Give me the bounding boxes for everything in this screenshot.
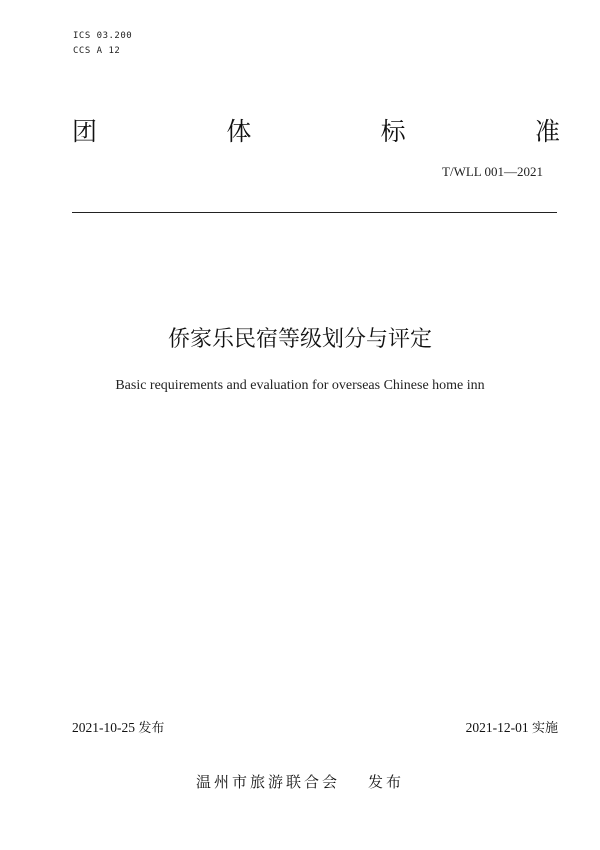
ccs-code: CCS A 12 <box>73 46 121 56</box>
implementation-label: 实施 <box>531 721 558 736</box>
issue-date: 2021-10-25 <box>72 720 135 735</box>
standard-type-heading <box>72 113 560 147</box>
issue-label: 发布 <box>138 721 165 736</box>
publisher-name: 温州市旅游联合会 <box>195 773 340 791</box>
standard-type-char: 标 <box>380 117 406 146</box>
implementation-date-line <box>466 717 558 736</box>
document-title-chinese: 侨家乐民宿等级划分与评定 <box>167 327 432 352</box>
standard-type-char: 团 <box>72 117 98 146</box>
publisher-action: 发布 <box>368 773 405 791</box>
standard-number: T/WLL 001—2021 <box>442 164 543 179</box>
header-divider <box>72 212 557 213</box>
implementation-date: 2021-12-01 <box>465 720 529 735</box>
standard-type-char: 体 <box>226 117 252 146</box>
standard-type-char: 准 <box>534 117 560 146</box>
issue-date-line <box>72 717 164 736</box>
ics-code: ICS 03.200 <box>73 31 133 41</box>
document-title-english: Basic requirements and evaluation for overseas Chinese home inn <box>115 378 485 393</box>
publisher-line <box>0 771 600 792</box>
